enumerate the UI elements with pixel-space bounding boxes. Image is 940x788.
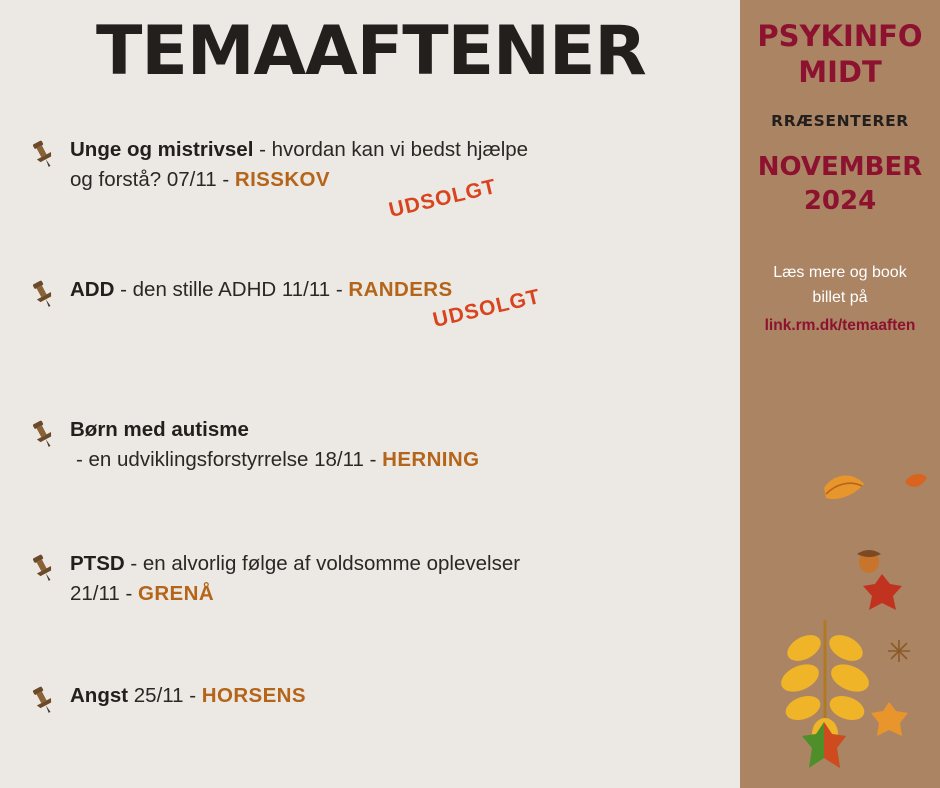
month-year — [740, 150, 940, 218]
list-item — [0, 681, 740, 761]
event-title: Angst — [70, 684, 129, 707]
pushpin-icon — [28, 279, 58, 309]
event-line-1 — [70, 275, 730, 305]
status-badge: UDSOLGT — [430, 284, 543, 333]
event-title: Unge og mistrivsel — [70, 138, 254, 161]
leaf-icon — [903, 470, 929, 499]
event-line-1 — [70, 135, 730, 165]
booking-info — [740, 260, 940, 338]
leaf-icon — [868, 700, 910, 747]
event-detail-continued: - en udviklingsforstyrrelse 18/11 - — [76, 448, 383, 471]
list-item — [0, 415, 740, 549]
event-line-2 — [70, 579, 730, 609]
event-title: PTSD — [70, 552, 125, 575]
booking-line-2: billet på — [812, 289, 868, 306]
pushpin-icon — [28, 139, 58, 169]
list-item — [0, 275, 740, 415]
leaf-icon — [820, 470, 868, 517]
event-city: RANDERS — [348, 278, 453, 301]
booking-line-1: Læs mere og book — [773, 264, 907, 281]
event-line-1 — [70, 549, 730, 579]
leaf-icon — [798, 720, 850, 781]
event-detail: - den stille ADHD 11/11 - — [114, 278, 349, 301]
event-detail: - hvordan kan vi bedst hjælpe — [253, 138, 529, 161]
event-title: ADD — [70, 278, 115, 301]
event-city: GRENÅ — [138, 582, 215, 605]
poster-sidebar — [740, 0, 940, 788]
event-line-2 — [70, 445, 730, 475]
event-detail-continued: 21/11 - — [70, 582, 138, 605]
event-line-1 — [70, 415, 730, 445]
event-city: HORSENS — [201, 684, 306, 707]
leaf-icon — [888, 640, 910, 667]
event-city: HERNING — [382, 448, 480, 471]
event-line-1 — [70, 681, 730, 711]
list-item — [0, 549, 740, 681]
event-city: RISSKOV — [234, 168, 330, 191]
pushpin-icon — [28, 419, 58, 449]
pushpin-icon — [28, 553, 58, 583]
page-title: TEMAAFTENER — [96, 12, 646, 91]
event-detail: 25/11 - — [128, 684, 202, 707]
event-list — [0, 135, 740, 761]
year-label: 2024 — [803, 186, 877, 216]
brand-line-1: PSYKINFO — [757, 19, 923, 53]
event-title: Børn med autisme — [70, 418, 249, 441]
event-detail: - en alvorlig følge af voldsomme oplevelser — [124, 552, 521, 575]
booking-link[interactable]: link.rm.dk/temaaften — [764, 317, 916, 334]
pushpin-icon — [28, 685, 58, 715]
brand-name — [740, 18, 940, 90]
brand-line-2: MIDT — [798, 55, 882, 89]
event-detail-continued: og forstå? 07/11 - — [70, 168, 235, 191]
presents-label: RRÆSENTERER — [771, 112, 909, 130]
event-line-2 — [70, 165, 730, 195]
status-badge: UDSOLGT — [386, 174, 499, 223]
list-item — [0, 135, 740, 275]
month-label: NOVEMBER — [757, 152, 923, 182]
